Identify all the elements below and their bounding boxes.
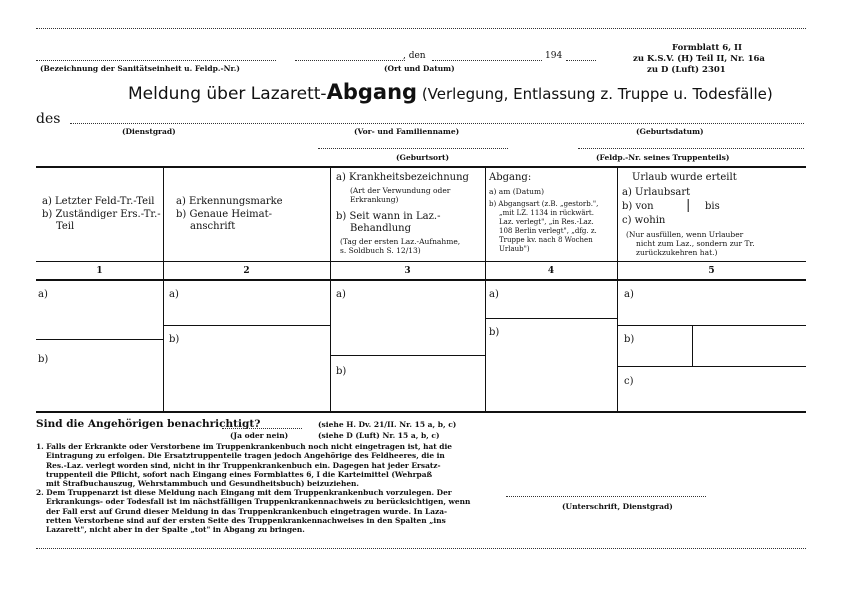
col4-head-b6: Urlaub") xyxy=(499,245,530,253)
signature-label: (Unterschrift, Dienstgrad) xyxy=(562,502,673,511)
col4-head-b2: „mit LZ. 1134 in rückwärt. xyxy=(499,209,594,217)
col4-field-b[interactable]: b) xyxy=(489,327,500,338)
note-1-line: Eintragung zu erfolgen. Die Ersatztruppenteile tragen jedoch Angehörige des Feldheeres, die in xyxy=(46,451,445,461)
col4-head-b5: Truppe kv. nach 8 Wochen xyxy=(499,236,593,244)
col1-field-b[interactable]: b) xyxy=(38,354,49,365)
col-number-1: 1 xyxy=(96,266,103,276)
note-1-line: Res.-Laz. verlegt worden sind, nicht in ihr Truppenkrankenbuch ein. Dagegen hat jeder Ersatz- xyxy=(46,460,441,470)
note-1-line: truppenteil die Pflicht, sofort nach Eingang eines Formblattes 6, I die Karteimittel (Wehrpaß xyxy=(46,469,433,479)
den-label: , den xyxy=(403,51,426,61)
col5-head-c-sub2: nicht zum Laz., sondern zur Tr. xyxy=(636,239,755,248)
col5-head-c-sub1: (Nur ausfüllen, wenn Urlauber xyxy=(626,230,744,239)
col5-head: Urlaub wurde erteilt xyxy=(632,172,737,183)
col2-head-a: a) Erkennungsmarke xyxy=(176,196,283,207)
geburtsort-field-line xyxy=(318,148,508,149)
col5-field-a[interactable]: a) xyxy=(624,289,634,300)
col2-head-b2: anschrift xyxy=(190,221,236,232)
note-2-line: der Fall erst auf Grund dieser Meldung in das Truppenkrankenbuch eingetragen wurde. In Laza- xyxy=(46,506,448,516)
signature-field-line[interactable] xyxy=(506,496,706,497)
year-field-line xyxy=(566,60,596,61)
col5-head-b: b) von xyxy=(622,201,654,212)
bottom-border-dots xyxy=(36,548,806,549)
col4-field-a[interactable]: a) xyxy=(489,289,499,300)
note-2-line: retten Verstorbene sind auf der ersten Seite des Truppenkrankennachweises in den Spalten „ins xyxy=(46,515,446,525)
relatives-question: Sind die Angehörigen benachrichtigt? xyxy=(36,418,261,430)
top-border-dots xyxy=(36,28,806,29)
unit-field-line xyxy=(36,60,276,61)
table-number-rule xyxy=(36,279,806,281)
col-number-2: 2 xyxy=(243,266,250,276)
form-title xyxy=(128,80,773,104)
col4-head-a: a) am (Datum) xyxy=(489,187,545,196)
note-2-line: 2. Dem Truppenarzt ist diese Meldung nach Eingang mit dem Truppenkrankenbuch vorzulegen. Der xyxy=(36,488,452,497)
col3-head-b-sub2: s. Soldbuch S. 12/13) xyxy=(340,246,421,255)
col3-head-a: a) Krankheitsbezeichnung xyxy=(336,172,469,183)
note-2-line: Lazarett", nicht aber in der Spalte „tot" in Abgang zu bringen. xyxy=(46,525,305,535)
dienstgrad-label: (Dienstgrad) xyxy=(122,127,176,136)
col-divider-2 xyxy=(330,166,331,412)
note-2 xyxy=(36,488,470,534)
table-header-rule xyxy=(36,261,806,262)
title-suffix: (Verlegung, Entlassung z. Truppe u. Todesfälle) xyxy=(417,85,773,103)
col5-head-c: c) wohin xyxy=(622,215,666,226)
feldpost-label: (Feldp.-Nr. seines Truppenteils) xyxy=(596,153,730,162)
year-label: 194 xyxy=(545,51,563,61)
col4-head-b1: b) Abgangsart (z.B. „gestorb.", xyxy=(489,200,599,208)
col4-ab-divider xyxy=(485,318,617,319)
col5-field-c[interactable]: c) xyxy=(624,376,634,387)
col-divider-3 xyxy=(485,166,486,412)
col2-field-a[interactable]: a) xyxy=(169,289,179,300)
col3-field-b[interactable]: b) xyxy=(336,366,347,377)
geburtsdatum-label: (Geburtsdatum) xyxy=(636,127,704,136)
note-1-line: 1. Falls der Erkrankte oder Verstorbene im Truppenkrankenbuch noch nicht eingetragen ist, hat die xyxy=(36,442,452,451)
col2-field-b[interactable]: b) xyxy=(169,334,180,345)
col2-head-b1: b) Genaue Heimat- xyxy=(176,209,273,220)
note-2-line: Erkrankungs- oder Todesfall ist im nächstfälligen Truppenkrankennachweis zu berücksichtigen, wenn xyxy=(46,497,471,507)
col5-ab-divider xyxy=(617,325,806,326)
col-number-3: 3 xyxy=(404,266,411,276)
col-number-5: 5 xyxy=(708,266,715,276)
col3-field-a[interactable]: a) xyxy=(336,289,346,300)
des-label: des xyxy=(36,111,61,127)
col-divider-4 xyxy=(617,166,618,412)
place-date-label: (Ort und Datum) xyxy=(384,64,455,73)
col-divider-1 xyxy=(163,166,164,412)
title-prefix: Meldung über Lazarett- xyxy=(128,84,327,104)
note-1-line: mit Strafbuchauszug, Wehrstammbuch und Gesundheitsbuch) beizuziehen. xyxy=(46,479,360,489)
col1-field-a[interactable]: a) xyxy=(38,289,48,300)
unit-label: (Bezeichnung der Sanitätseinheit u. Feldp.-Nr.) xyxy=(40,64,240,73)
formblatt-2: zu K.S.V. (H) Teil II, Nr. 16a xyxy=(633,54,765,64)
col3-head-b1: b) Seit wann in Laz.- xyxy=(336,211,441,222)
col1-head-b1: b) Zuständiger Ers.-Tr.- xyxy=(42,209,161,220)
col4-head-b3: Laz. verlegt", „in Res.-Laz. xyxy=(499,218,594,226)
feldpost-field-line xyxy=(578,148,804,149)
col5-von-bis-divider xyxy=(692,325,693,366)
col1-ab-divider xyxy=(36,339,163,340)
col5-field-b[interactable]: b) xyxy=(624,334,635,345)
title-bold: Abgang xyxy=(326,80,418,104)
col5-bc-divider xyxy=(617,366,806,367)
col5-head-a: a) Urlaubsart xyxy=(622,187,691,198)
col3-head-b-sub1: (Tag der ersten Laz.-Aufnahme, xyxy=(340,237,461,246)
col4-head: Abgang: xyxy=(489,172,532,183)
formblatt-3: zu D (Luft) 2301 xyxy=(647,65,726,75)
relatives-field-line[interactable] xyxy=(222,428,302,429)
ref-luft: (siehe D (Luft) Nr. 15 a, b, c) xyxy=(318,431,440,440)
col2-ab-divider xyxy=(163,325,330,326)
col5-head-c-sub3: zurückzukehren hat.) xyxy=(636,248,718,257)
formblatt-1: Formblatt 6, II xyxy=(672,43,742,53)
col3-head-a-sub2: Erkrankung) xyxy=(350,195,399,204)
ja-nein-label: (Ja oder nein) xyxy=(230,431,289,440)
col5-head-bis: bis xyxy=(705,201,720,212)
geburtsort-label: (Geburtsort) xyxy=(396,153,450,162)
table-bottom-rule xyxy=(36,411,806,413)
col1-head-b2: Teil xyxy=(56,221,75,232)
ref-hdv: (siehe H. Dv. 21/II. Nr. 15 a, b, c) xyxy=(318,420,457,429)
col-number-4: 4 xyxy=(547,266,555,276)
table-top-rule xyxy=(36,166,806,168)
col3-ab-divider xyxy=(330,355,485,356)
col3-head-b2: Behandlung xyxy=(350,223,411,234)
col4-head-b4: 108 Berlin verlegt", „dfg. z. xyxy=(499,227,597,235)
des-field-line xyxy=(70,123,804,124)
col3-head-a-sub1: (Art der Verwundung oder xyxy=(350,186,451,195)
name-label: (Vor- und Familienname) xyxy=(354,127,460,136)
note-1 xyxy=(36,442,452,488)
place-field-line xyxy=(295,60,405,61)
col1-head-a: a) Letzter Feld-Tr.-Teil xyxy=(42,196,155,207)
date-field-line xyxy=(432,60,542,61)
col5-head-bar: | xyxy=(686,198,691,213)
